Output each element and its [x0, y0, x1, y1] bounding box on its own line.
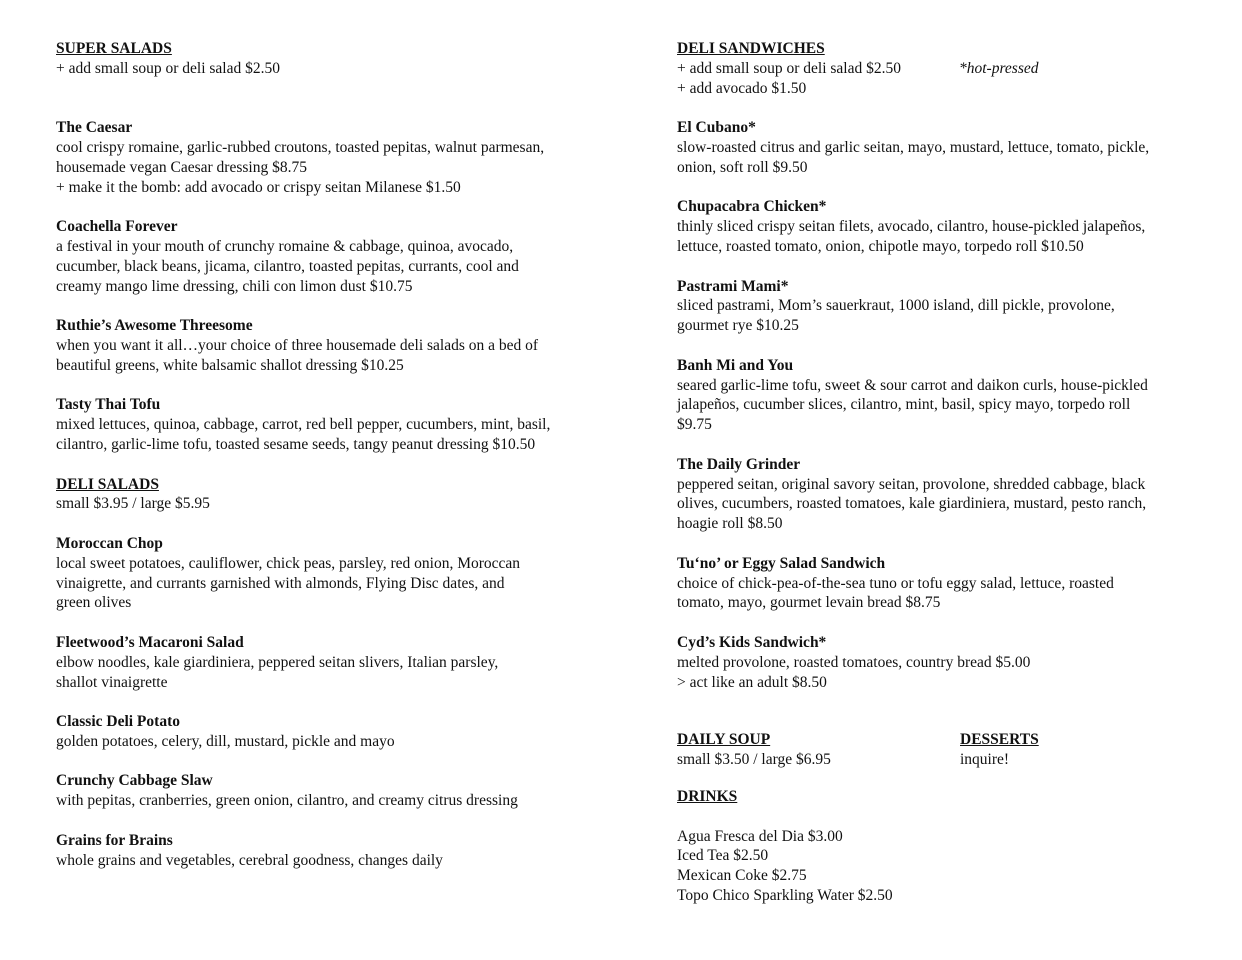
daily-soup-heading: DAILY SOUP [677, 731, 771, 748]
item-description: green olives [56, 594, 132, 612]
menu-item-chupacabra-chicken [677, 197, 1222, 256]
daily-soup-note: small $3.50 / large $6.95 [677, 750, 831, 768]
menu-item-pastrami-mami [677, 277, 1222, 336]
item-description: thinly sliced crispy seitan filets, avocado, cilantro, house-pickled jalapeños, [677, 218, 1146, 236]
menu-item-banh-mi-and-you [677, 356, 1222, 435]
desserts-section [960, 730, 1200, 770]
item-name: Fleetwood’s Macaroni Salad [56, 633, 244, 651]
item-description: slow-roasted citrus and garlic seitan, mayo, mustard, lettuce, tomato, pickle, [677, 138, 1150, 156]
item-description: whole grains and vegetables, cerebral goodness, changes daily [56, 851, 443, 869]
item-description: cucumber, black beans, jicama, cilantro, toasted pepitas, currants, cool and [56, 257, 519, 275]
item-description: local sweet potatoes, cauliflower, chick peas, parsley, red onion, Moroccan [56, 554, 521, 572]
item-name: El Cubano* [677, 119, 756, 137]
item-name: The Caesar [56, 119, 133, 137]
item-description: melted provolone, roasted tomatoes, country bread $5.00 [677, 653, 1031, 671]
item-description: onion, soft roll $9.50 [677, 158, 808, 176]
menu-item-tuno-or-eggy-salad-sandwich [677, 554, 1222, 613]
item-description: cool crispy romaine, garlic-rubbed croutons, toasted pepitas, walnut parmesan, [56, 138, 545, 156]
drinks-section [677, 787, 1077, 906]
item-name: Banh Mi and You [677, 356, 794, 374]
item-name: Pastrami Mami* [677, 277, 789, 295]
item-description: beautiful greens, white balsamic shallot dressing $10.25 [56, 356, 404, 374]
item-description: seared garlic-lime tofu, sweet & sour carrot and daikon curls, house-pickled [677, 376, 1148, 394]
menu-item-the-caesar [56, 118, 596, 197]
desserts-note: inquire! [960, 750, 1010, 768]
right-column [677, 39, 1222, 904]
item-name: Cyd’s Kids Sandwich* [677, 633, 827, 651]
menu-item-cyds-kids-sandwich [677, 633, 1222, 692]
drinks-heading: DRINKS [677, 788, 738, 805]
avocado-addon-note: + add avocado $1.50 [677, 79, 807, 97]
super-salads-note: + add small soup or deli salad $2.50 [56, 59, 280, 77]
item-name: Tasty Thai Tofu [56, 396, 161, 414]
deli-sandwiches-note-row [677, 59, 1222, 79]
item-name: Ruthie’s Awesome Threesome [56, 317, 253, 335]
item-description: golden potatoes, celery, dill, mustard, pickle and mayo [56, 732, 395, 750]
item-description: elbow noodles, kale giardiniera, peppered seitan slivers, Italian parsley, [56, 653, 499, 671]
item-description: when you want it all…your choice of three housemade deli salads on a bed of [56, 336, 539, 354]
item-description: sliced pastrami, Mom’s sauerkraut, 1000 island, dill pickle, provolone, [677, 297, 1115, 315]
item-description: jalapeños, cucumber slices, cilantro, mint, basil, spicy mayo, torpedo roll [677, 396, 1131, 414]
menu-item-tasty-thai-tofu [56, 395, 596, 454]
deli-sandwiches-heading: DELI SANDWICHES [677, 40, 825, 57]
deli-salads-section [56, 475, 596, 871]
menu-item-classic-deli-potato [56, 712, 596, 752]
super-salads-section [56, 39, 596, 455]
daily-soup-section [677, 730, 937, 770]
deli-salads-heading: DELI SALADS [56, 475, 159, 493]
item-description: a festival in your mouth of crunchy romaine & cabbage, quinoa, avocado, [56, 237, 514, 255]
item-description: gourmet rye $10.25 [677, 317, 799, 335]
menu-item-ruthies-awesome-threesome [56, 316, 596, 375]
item-name: Coachella Forever [56, 218, 178, 236]
item-description: vinaigrette, and currants garnished with almonds, Flying Disc dates, and [56, 574, 505, 592]
item-description: cilantro, garlic-lime tofu, toasted sesame seeds, tangy peanut dressing $10.50 [56, 435, 536, 453]
item-name: The Daily Grinder [677, 455, 801, 473]
item-description: tomato, mayo, gourmet levain bread $8.75 [677, 594, 941, 612]
item-name: Moroccan Chop [56, 534, 163, 552]
drinks-list [677, 827, 1077, 906]
super-salads-heading: SUPER SALADS [56, 40, 172, 57]
item-description: mixed lettuces, quinoa, cabbage, carrot, red bell pepper, cucumbers, mint, basil, [56, 416, 551, 434]
menu-item-moroccan-chop [56, 534, 596, 613]
item-description: peppered seitan, original savory seitan, provolone, shredded cabbage, black [677, 475, 1146, 493]
deli-sandwiches-note: + add small soup or deli salad $2.50 [677, 59, 901, 77]
drink-item: Mexican Coke $2.75 [677, 867, 807, 885]
item-description: olives, cucumbers, roasted tomatoes, kale giardiniera, mustard, pesto ranch, [677, 495, 1147, 513]
item-description: with pepitas, cranberries, green onion, cilantro, and creamy citrus dressing [56, 792, 518, 810]
left-column [56, 39, 596, 870]
drink-item: Iced Tea $2.50 [677, 847, 769, 865]
menu-item-the-daily-grinder [677, 455, 1222, 534]
item-name: Grains for Brains [56, 831, 173, 849]
item-name: Chupacabra Chicken* [677, 198, 827, 216]
item-description: creamy mango lime dressing, chili con limon dust $10.75 [56, 277, 413, 295]
item-description: lettuce, roasted tomato, onion, chipotle mayo, torpedo roll $10.50 [677, 237, 1084, 255]
item-description: housemade vegan Caesar dressing $8.75 [56, 158, 307, 176]
item-addon: + make it the bomb: add avocado or crispy seitan Milanese $1.50 [56, 178, 461, 196]
drink-item: Agua Fresca del Dia $3.00 [677, 827, 843, 845]
deli-sandwiches-section [677, 39, 1222, 692]
item-description: $9.75 [677, 416, 712, 434]
item-description: shallot vinaigrette [56, 673, 168, 691]
item-name: Classic Deli Potato [56, 713, 180, 731]
item-name: Tu‘no’ or Eggy Salad Sandwich [677, 554, 886, 572]
item-description: choice of chick-pea-of-the-sea tuno or tofu eggy salad, lettuce, roasted [677, 574, 1114, 592]
item-name: Crunchy Cabbage Slaw [56, 772, 213, 790]
drink-item: Topo Chico Sparkling Water $2.50 [677, 886, 893, 904]
menu-item-el-cubano [677, 118, 1222, 177]
deli-salads-note: small $3.95 / large $5.95 [56, 495, 210, 513]
menu-item-fleetwoods-macaroni-salad [56, 633, 596, 692]
menu-item-crunchy-cabbage-slaw [56, 771, 596, 811]
hot-pressed-note: *hot-pressed [959, 59, 1039, 77]
desserts-heading: DESSERTS [960, 731, 1039, 748]
item-description: hoagie roll $8.50 [677, 515, 783, 533]
item-addon: > act like an adult $8.50 [677, 673, 827, 691]
menu-item-coachella-forever [56, 217, 596, 296]
menu-item-grains-for-brains [56, 831, 596, 871]
